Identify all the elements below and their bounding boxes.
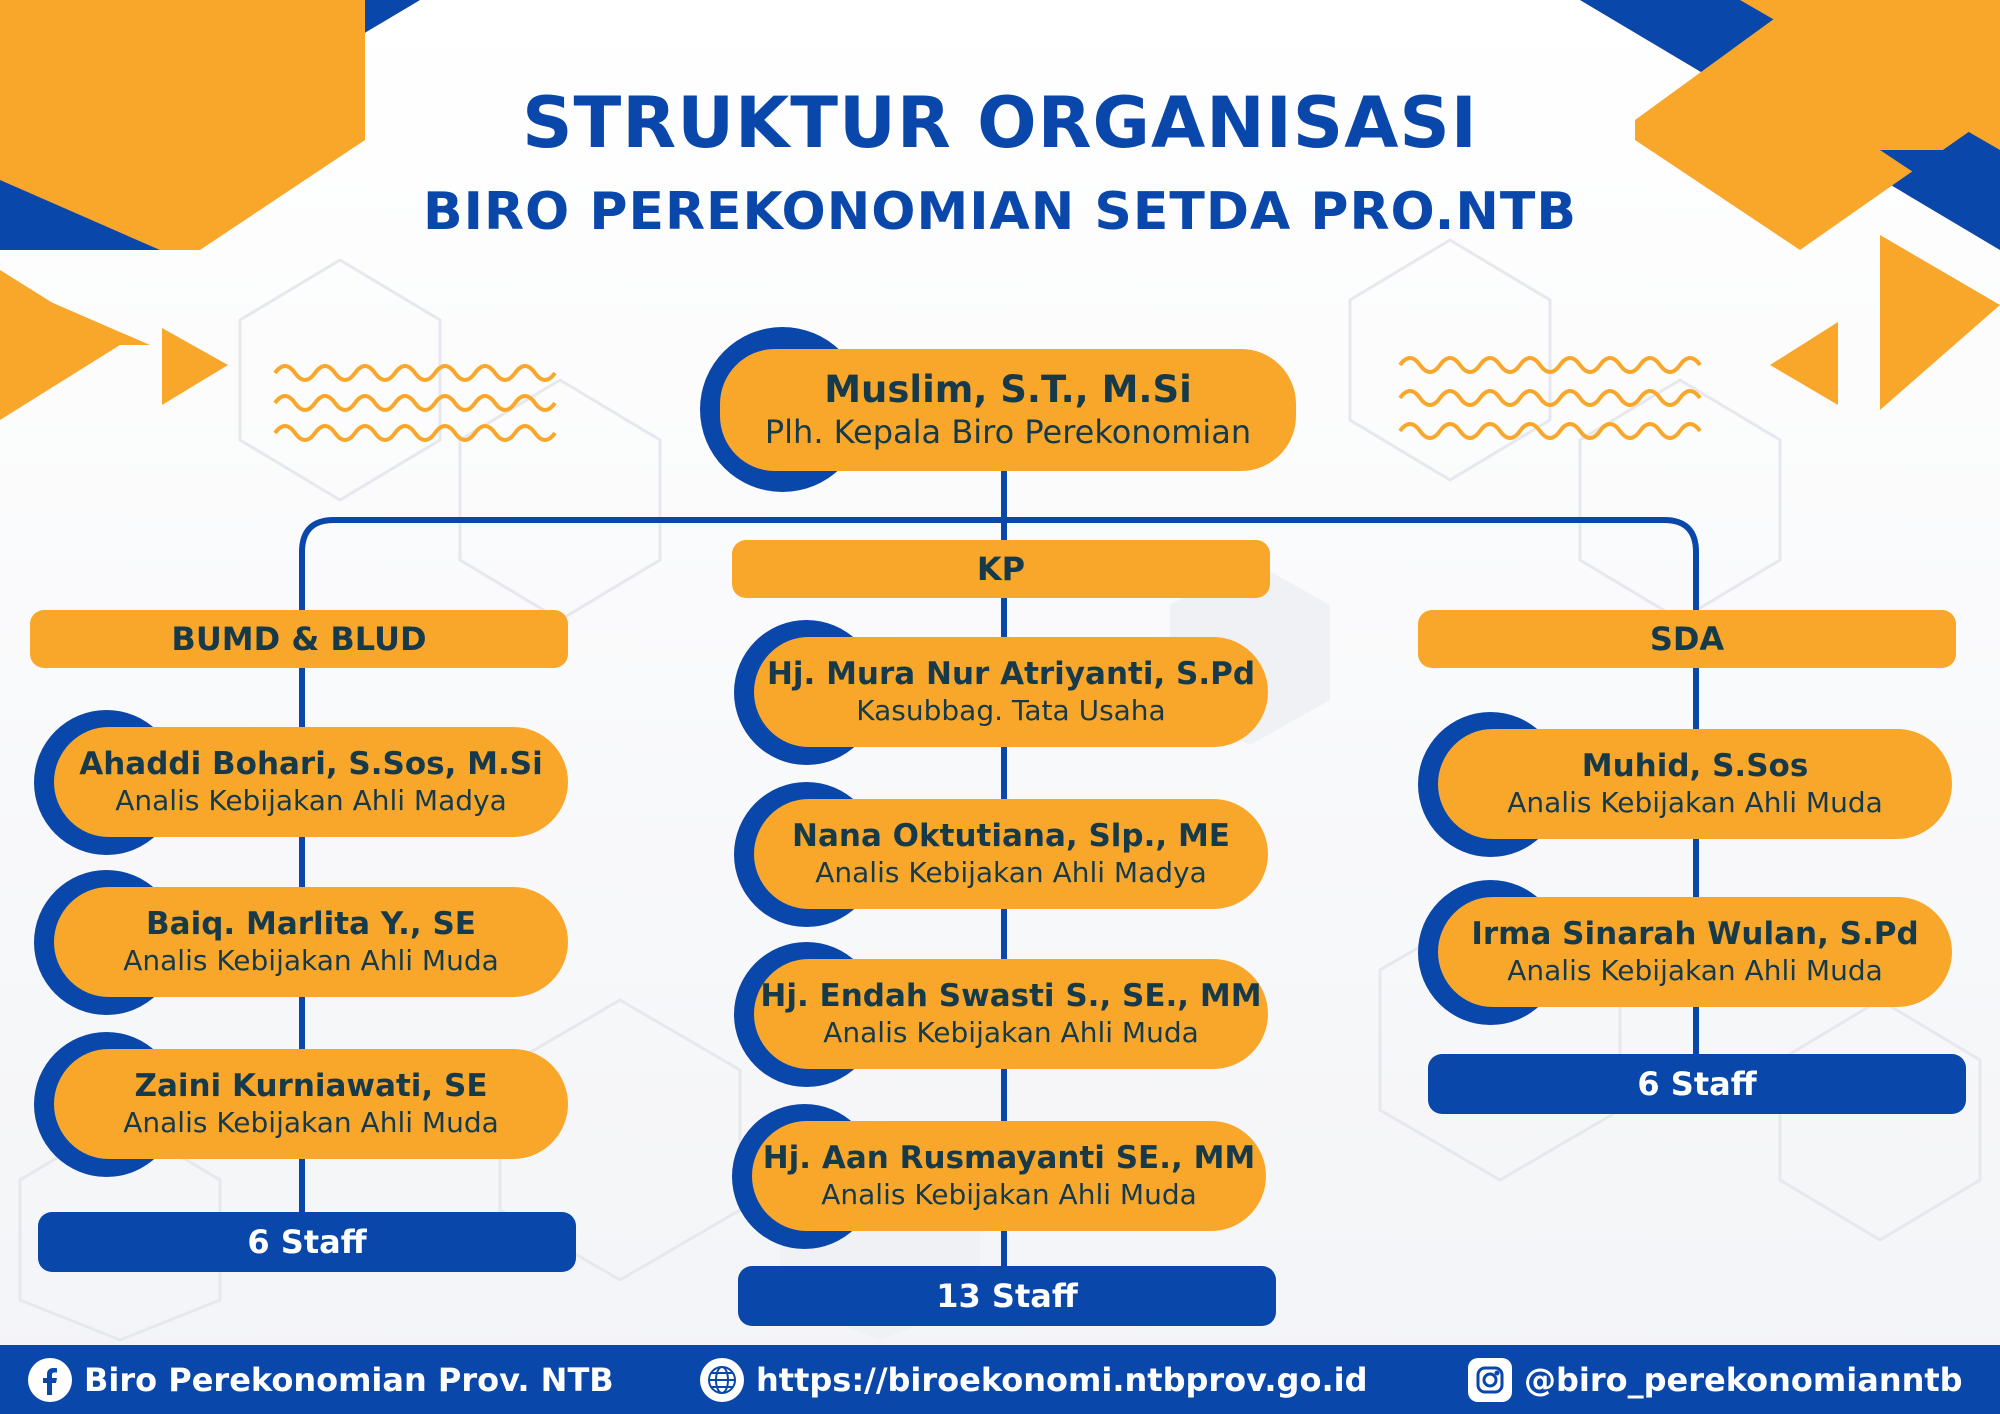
member-pill xyxy=(754,799,1268,909)
member-node xyxy=(1418,880,1952,1025)
head-role: Plh. Kepala Biro Perekonomian xyxy=(764,413,1252,451)
member-pill xyxy=(54,1049,568,1159)
staff-count-bumd: 6 Staff xyxy=(38,1212,576,1272)
member-node xyxy=(732,1104,1266,1249)
member-node xyxy=(734,620,1268,765)
member-name: Baiq. Marlita Y., SE xyxy=(146,906,476,942)
member-name: Hj. Aan Rusmayanti SE., MM xyxy=(762,1140,1256,1176)
footer-website[interactable] xyxy=(700,1345,1367,1414)
staff-count-sda: 6 Staff xyxy=(1428,1054,1966,1114)
globe-icon xyxy=(700,1358,744,1402)
footer-bar xyxy=(0,1345,2000,1414)
member-pill xyxy=(1438,729,1952,839)
page-subtitle: BIRO PEREKONOMIAN SETDA PRO.NTB xyxy=(423,182,1577,242)
page-title: STRUKTUR ORGANISASI xyxy=(522,82,1478,164)
member-role: Analis Kebijakan Ahli Muda xyxy=(1507,786,1883,819)
member-pill xyxy=(752,1121,1266,1231)
member-name: Hj. Mura Nur Atriyanti, S.Pd xyxy=(766,656,1256,692)
member-role: Analis Kebijakan Ahli Muda xyxy=(821,1178,1197,1211)
instagram-icon xyxy=(1468,1358,1512,1402)
footer-facebook-text: Biro Perekonomian Prov. NTB xyxy=(84,1360,614,1399)
member-role: Analis Kebijakan Ahli Muda xyxy=(823,1016,1199,1049)
facebook-icon xyxy=(28,1358,72,1402)
head-node xyxy=(700,327,1296,492)
member-name: Ahaddi Bohari, S.Sos, M.Si xyxy=(79,746,543,782)
footer-instagram-text: @biro_perekonomianntb xyxy=(1524,1360,1963,1399)
member-role: Analis Kebijakan Ahli Muda xyxy=(123,944,499,977)
member-node xyxy=(1418,712,1952,857)
member-pill xyxy=(54,727,568,837)
member-pill xyxy=(1438,897,1952,1007)
head-name: Muslim, S.T., M.Si xyxy=(824,368,1192,411)
member-node xyxy=(734,782,1268,927)
footer-facebook[interactable] xyxy=(28,1345,614,1414)
member-name: Zaini Kurniawati, SE xyxy=(134,1068,488,1104)
member-name: Irma Sinarah Wulan, S.Pd xyxy=(1471,916,1919,952)
member-name: Muhid, S.Sos xyxy=(1581,748,1809,784)
member-node xyxy=(34,710,568,855)
member-name: Nana Oktutiana, Slp., ME xyxy=(792,818,1230,854)
member-node xyxy=(34,1032,568,1177)
section-label-sda: SDA xyxy=(1418,610,1956,668)
member-role: Analis Kebijakan Ahli Madya xyxy=(115,784,507,817)
member-pill xyxy=(754,959,1268,1069)
member-name: Hj. Endah Swasti S., SE., MM xyxy=(760,978,1262,1014)
member-role: Analis Kebijakan Ahli Muda xyxy=(1507,954,1883,987)
member-node xyxy=(34,870,568,1015)
staff-count-kp: 13 Staff xyxy=(738,1266,1276,1326)
member-role: Analis Kebijakan Ahli Muda xyxy=(123,1106,499,1139)
footer-website-text: https://biroekonomi.ntbprov.go.id xyxy=(756,1360,1368,1399)
member-role: Analis Kebijakan Ahli Madya xyxy=(815,856,1207,889)
head-pill xyxy=(720,349,1296,471)
member-pill xyxy=(54,887,568,997)
footer-instagram[interactable] xyxy=(1468,1345,1963,1414)
section-label-kp: KP xyxy=(732,540,1270,598)
member-node xyxy=(734,942,1268,1087)
member-role: Kasubbag. Tata Usaha xyxy=(856,694,1166,727)
member-pill xyxy=(754,637,1268,747)
section-label-bumd: BUMD & BLUD xyxy=(30,610,568,668)
